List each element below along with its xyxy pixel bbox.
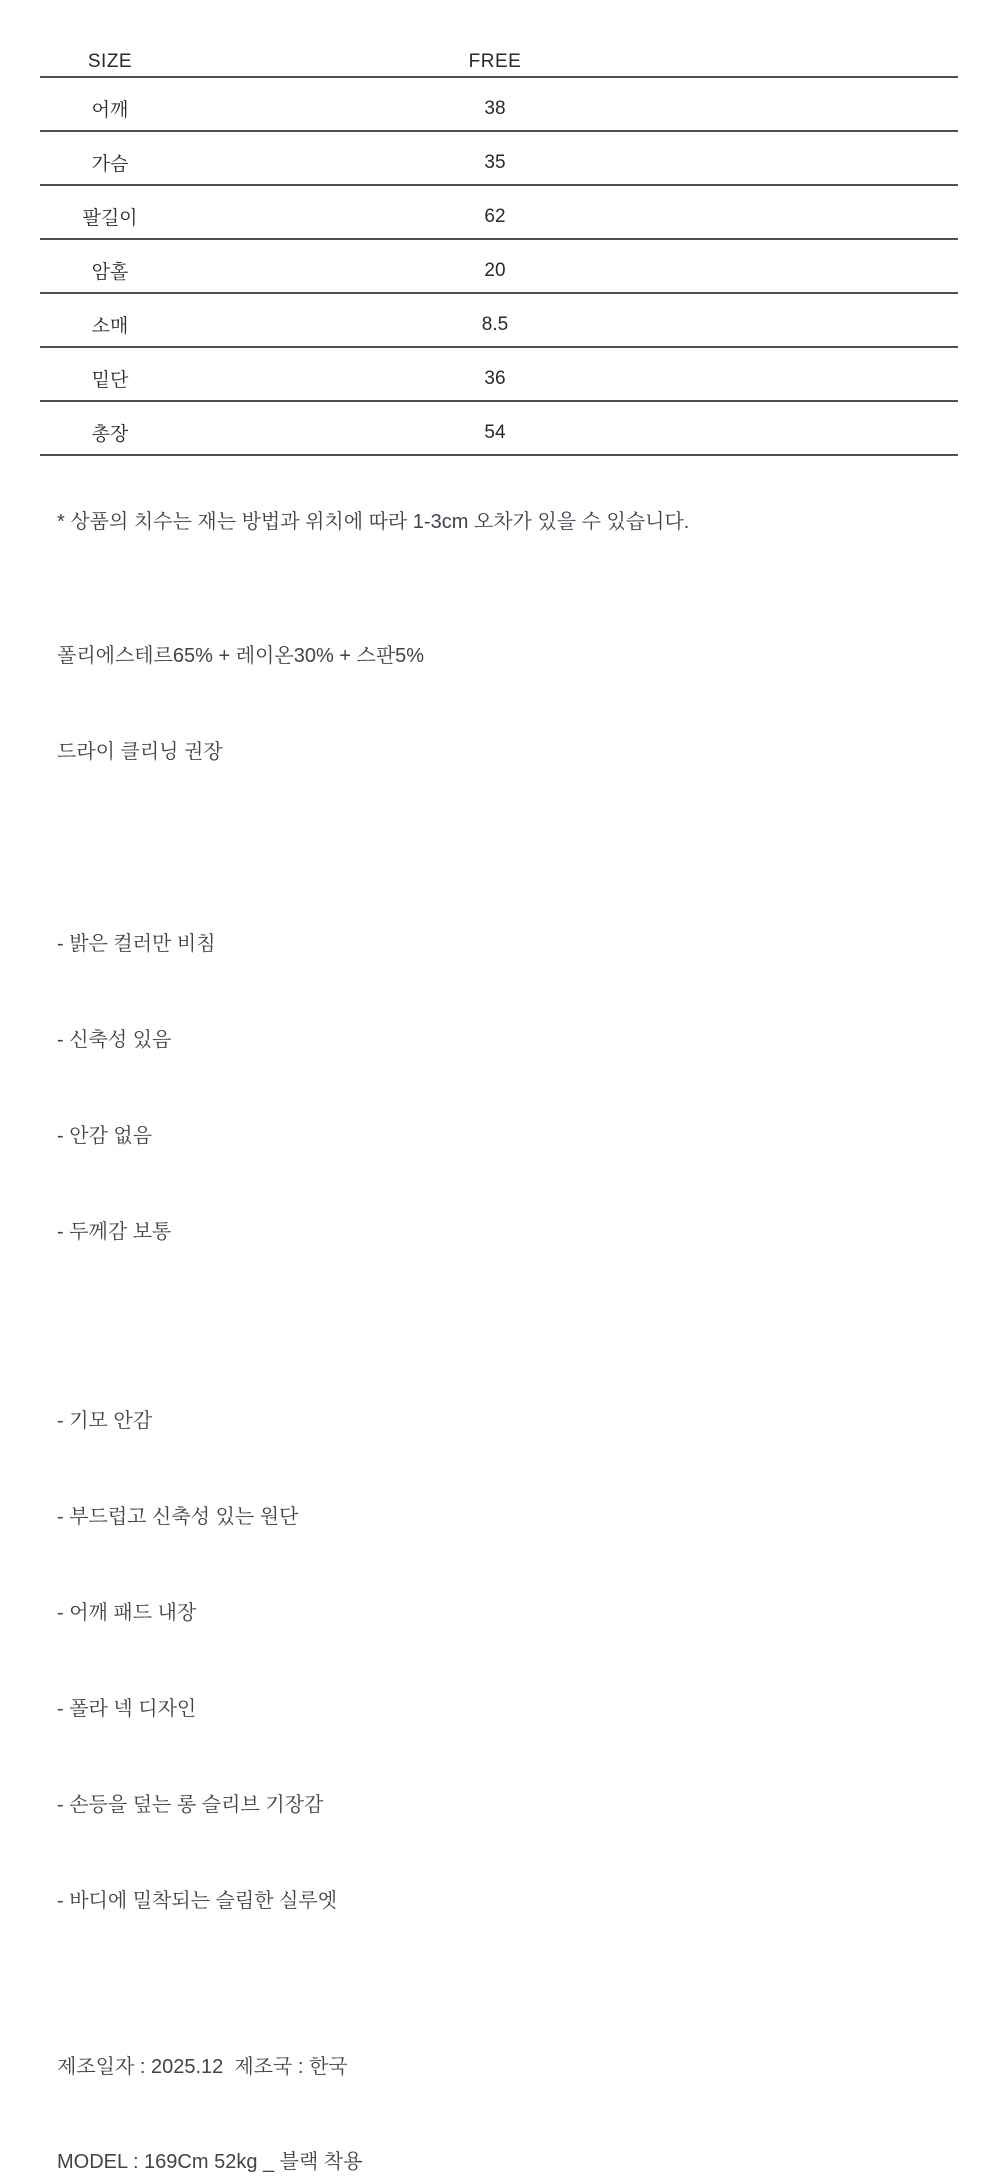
measure-value: 35 xyxy=(484,151,506,173)
care-instruction: 드라이 클리닝 권장 xyxy=(57,741,223,763)
feature-list-basic xyxy=(57,864,1000,1312)
fabric-composition: 폴리에스테르65% + 레이온30% + 스판5% xyxy=(57,645,425,667)
feature-item: - 폴라 넥 디자인 xyxy=(57,1698,197,1720)
feature-item: - 바디에 밀착되는 슬림한 실루엣 xyxy=(57,1890,338,1912)
table-row-hem xyxy=(40,348,958,402)
measure-label: 밑단 xyxy=(91,370,129,391)
measure-value: 38 xyxy=(484,97,506,119)
measure-label: 가슴 xyxy=(91,154,129,175)
feature-item: - 두께감 보통 xyxy=(57,1221,172,1243)
measure-value: 8.5 xyxy=(481,313,509,335)
product-detail-page xyxy=(0,35,1000,2173)
feature-item: - 기모 안감 xyxy=(57,1410,153,1432)
size-table-header-row xyxy=(40,35,958,78)
fabric-info xyxy=(57,576,1000,832)
feature-item: - 신축성 있음 xyxy=(57,1029,172,1051)
table-row-chest xyxy=(40,132,958,186)
table-row-cuff xyxy=(40,294,958,348)
feature-item: - 어깨 패드 내장 xyxy=(57,1602,197,1624)
measure-label: 암홀 xyxy=(91,262,129,283)
measure-label: 총장 xyxy=(91,424,129,445)
size-column-header: SIZE xyxy=(87,50,133,72)
manufacture-info: 제조일자 : 2025.12 제조국 : 한국 xyxy=(57,2056,348,2078)
feature-item: - 손등을 덮는 롱 슬리브 기장감 xyxy=(57,1794,324,1816)
table-row-total-length xyxy=(40,402,958,456)
sizing-disclaimer: * 상품의 치수는 재는 방법과 위치에 따라 1-3cm 오차가 있을 수 있습니다. xyxy=(57,511,690,533)
feature-item: - 밝은 컬러만 비침 xyxy=(57,933,216,955)
table-row-armhole xyxy=(40,240,958,294)
table-row-shoulder xyxy=(40,78,958,132)
measure-value: 62 xyxy=(484,205,506,227)
measure-label: 어깨 xyxy=(91,100,129,121)
measure-value: 54 xyxy=(484,421,506,443)
feature-list-detail xyxy=(57,1341,1000,1981)
size-spec-table xyxy=(40,35,958,456)
table-row-sleeve-length xyxy=(40,186,958,240)
measure-label: 소매 xyxy=(91,316,129,337)
model-info: MODEL : 169Cm 52kg _ 블랙 착용 xyxy=(57,2151,363,2173)
feature-item: - 안감 없음 xyxy=(57,1125,153,1147)
measure-value: 36 xyxy=(484,367,506,389)
measure-label: 팔길이 xyxy=(82,208,138,229)
measure-value: 20 xyxy=(484,259,506,281)
free-column-header: FREE xyxy=(468,50,522,72)
feature-item: - 부드럽고 신축성 있는 원단 xyxy=(57,1506,299,1528)
